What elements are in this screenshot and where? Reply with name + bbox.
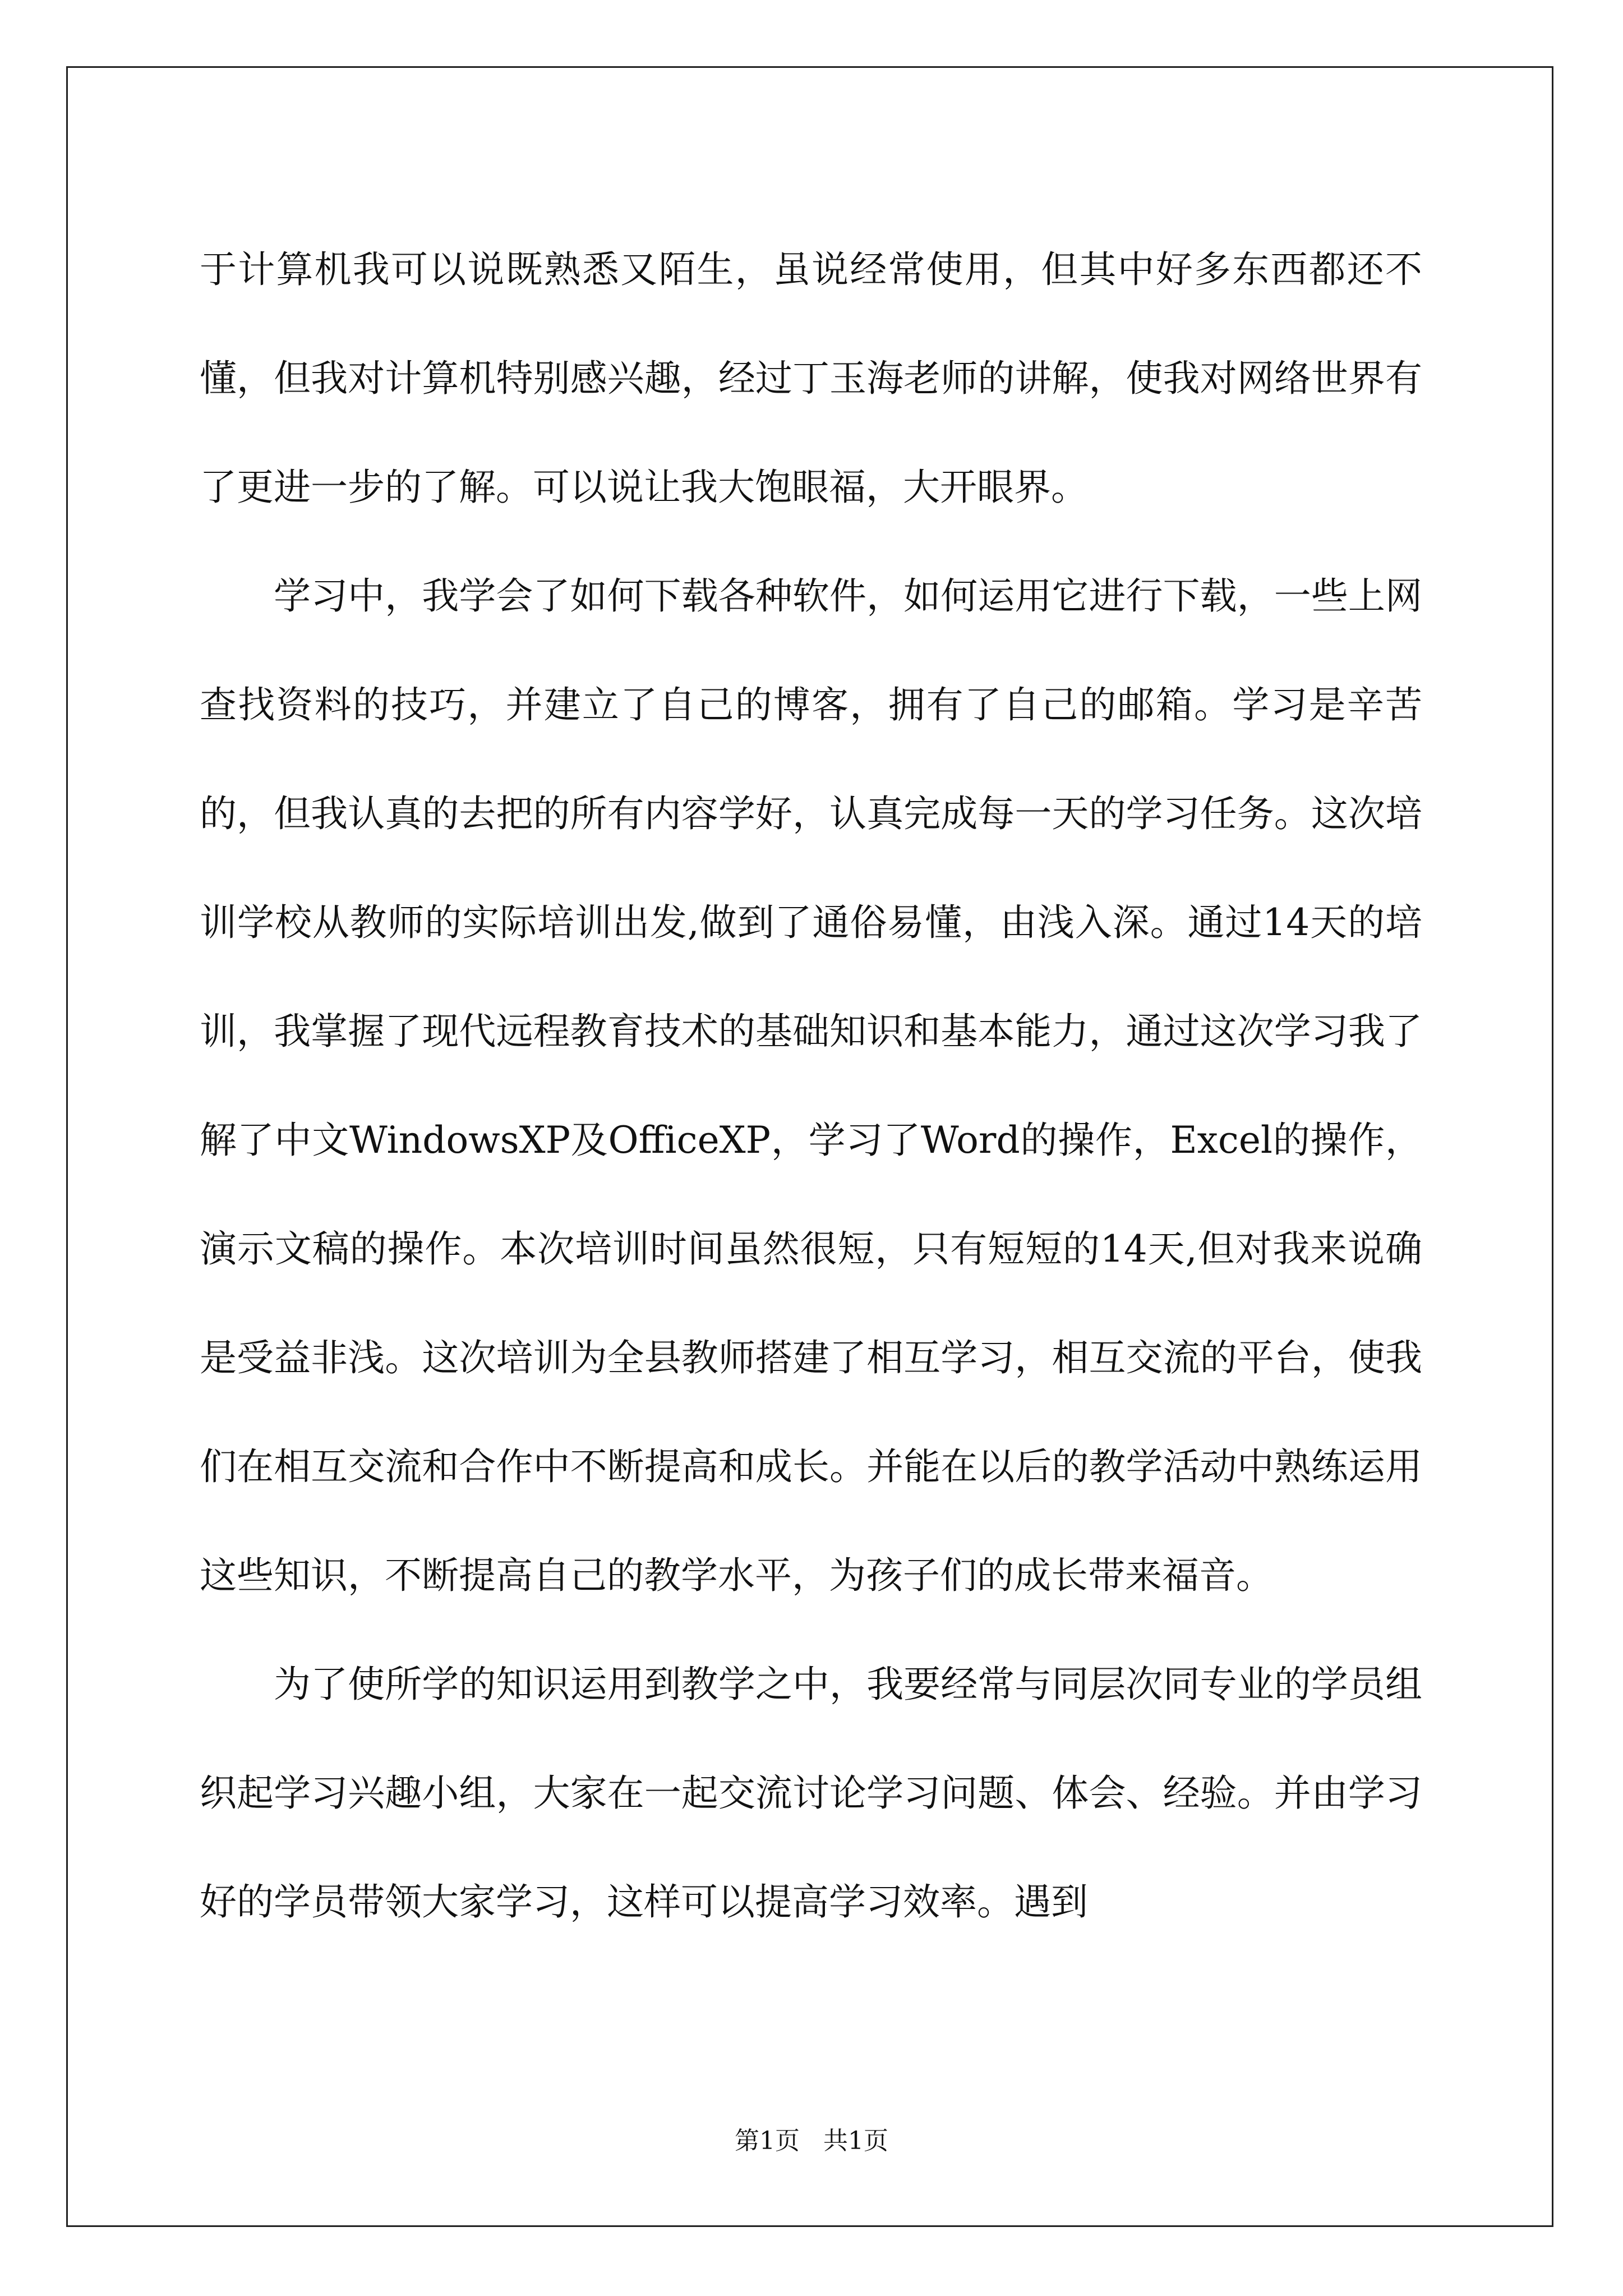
document-body (200, 215, 1422, 1957)
paragraph-2: 学习中，我学会了如何下载各种软件，如何运用它进行下载，一些上网查找资料的技巧，并建立了自己的博客，拥有了自己的邮箱。学习是辛苦的，但我认真的去把的所有内容学好，认真完成每一天的学习任务。这次培训学校从教师的实际培训出发,做到了通俗易懂，由浅入深。通过14天的培训，我掌握了现代远程教育技术的基础知识和基本能力，通过这次学习我了解了中文WindowsXP及OfficeXP，学习了Word的操作，Excel的操作，演示文稿的操作。本次培训时间虽然很短，只有短短的14天,但对我来说确是受益非浅。这次培训为全县教师搭建了相互学习，相互交流的平台，使我们在相互交流和合作中不断提高和成长。并能在以后的教学活动中熟练运用这些知识，不断提高自己的教学水平，为孩子们的成长带来福音。 (200, 574, 1422, 1597)
paragraph-3: 为了使所学的知识运用到教学之中，我要经常与同层次同专业的学员组织起学习兴趣小组，大家在一起交流讨论学习问题、体会、经验。并由学习好的学员带领大家学习，这样可以提高学习效率。遇到 (200, 1663, 1422, 1924)
page-footer: 第1页 共1页 (735, 2127, 888, 2155)
paragraph-1: 于计算机我可以说既熟悉又陌生，虽说经常使用，但其中好多东西都还不懂，但我对计算机特别感兴趣，经过丁玉海老师的讲解，使我对网络世界有了更进一步的了解。可以说让我大饱眼福，大开眼界。 (200, 248, 1422, 509)
